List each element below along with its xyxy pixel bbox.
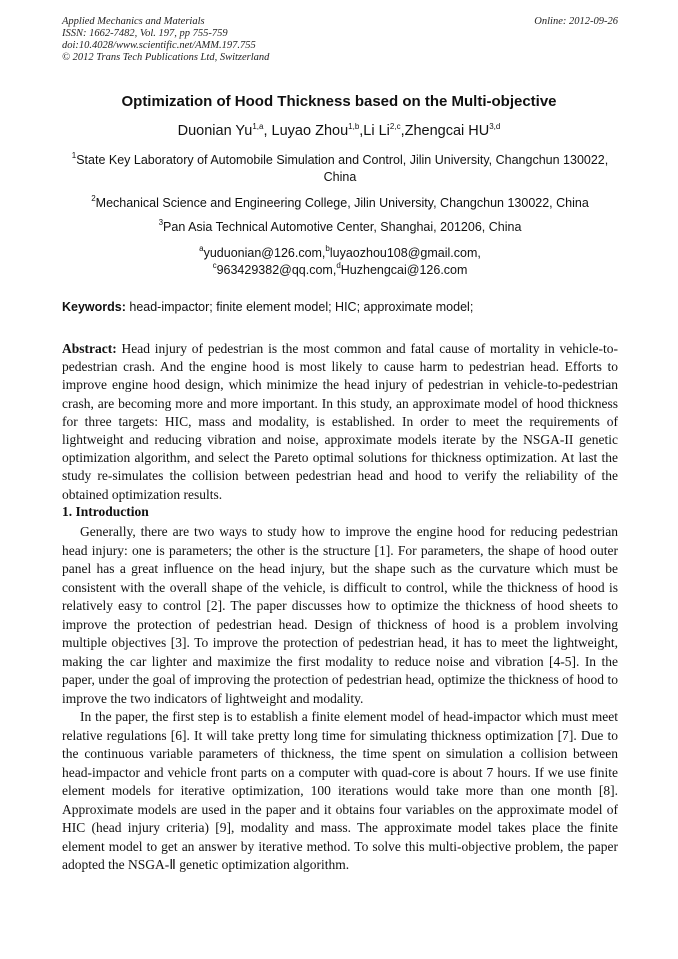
author-emails — [62, 245, 618, 279]
affiliation-text: State Key Laboratory of Automobile Simulation and Control, Jilin University, Changchun 130022, China — [76, 153, 609, 184]
affiliation-mark: 3 — [158, 218, 164, 227]
author-separator: , — [263, 123, 272, 139]
affiliation-text: Mechanical Science and Engineering College, Jilin University, Changchun 130022, China — [95, 196, 589, 210]
paper-title: Optimization of Hood Thickness based on the Multi-objective — [121, 93, 557, 110]
email-mark: c — [212, 261, 217, 270]
author-affiliation-mark: 1,a — [252, 122, 264, 131]
affiliation-mark: 2 — [91, 194, 96, 203]
author-name: Zhengcai HU — [404, 123, 490, 139]
abstract-text: Head injury of pedestrian is the most common and fatal cause of mortality in vehicle-to-pedestrian crash. And the engine hood is most likely to cause harm to pedestrian head. Efforts to improve engine hood design, which minimize the head injury of pedestrian in vehicle-to-pedestrian crash, are becoming more and more important. In this study, an approximate model of hood thickness for three targets: HIC, mass and modality, is established. In order to meet the requirements of lightweight and reducing vibration and noise, approximate models iterate by the NSGA-II genetic optimization algorithm, and select the Pareto optimal solutions for thickness optimization. At last the study re-simulates the collision between pedestrian head and hood to verify the reliability of the obtained optimization results. — [62, 341, 618, 502]
journal-name: Applied Mechanics and Materials — [62, 16, 205, 27]
copyright-line: © 2012 Trans Tech Publications Ltd, Switzerland — [62, 52, 270, 63]
email-mark: a — [199, 244, 204, 253]
doi-line: doi:10.4028/www.scientific.net/AMM.197.755 — [62, 40, 256, 51]
email-address: Huzhengcai@126.com — [340, 263, 468, 277]
email-address: luyaozhou108@gmail.com, — [329, 246, 481, 260]
email-address: yuduonian@126.com, — [203, 246, 326, 260]
affiliation-3 — [62, 219, 618, 236]
author-affiliation-mark: 2,c — [389, 122, 401, 131]
abstract — [62, 340, 618, 504]
affiliation-1 — [62, 152, 618, 186]
email-address: 963429382@qq.com, — [216, 263, 337, 277]
email-mark: b — [325, 244, 330, 253]
email-mark: d — [336, 261, 341, 270]
keywords — [62, 300, 618, 314]
email-line — [62, 262, 618, 279]
author-name: Luyao Zhou — [271, 123, 349, 139]
author-separator: , — [400, 123, 405, 139]
author-affiliation-mark: 3,d — [489, 122, 501, 131]
issn-line: ISSN: 1662-7482, Vol. 197, pp 755-759 — [62, 28, 228, 39]
abstract-label: Abstract: — [62, 341, 117, 356]
author-list — [0, 123, 678, 139]
affiliation-mark: 1 — [71, 151, 77, 160]
section-heading-introduction: 1. Introduction — [62, 504, 149, 519]
author-affiliation-mark: 1,b — [348, 122, 360, 131]
author-name: Li Li — [363, 123, 390, 139]
body-paragraph: Generally, there are two ways to study how to improve the engine hood for reducing pedestrian head injury: one is parameters; the other is the structure [1]. For parameters, the shape of hood outer panel has a great influence on the head injury, but the shape such as the curvature which must be consistent with the overall shape of the vehicle, is difficult to control, while the thickness of hood is relatively easy to control [2]. The paper discusses how to optimize the thickness of hood sheets to improve the protection of pedestrian head. Design of thickness of hood is a problem involving multiple objectives [3]. To improve the protection of pedestrian head, it has to meet the lightweight, making the car lighter and maximize the first modality to reduce noise and vibration [4-5]. In the paper, under the goal of improving the protection of pedestrian head, optimize the thickness of hood to improve the two indicators of lightweight and modality. — [62, 524, 618, 706]
author-name: Duonian Yu — [177, 123, 253, 139]
keywords-label: Keywords: — [62, 300, 126, 314]
online-date: Online: 2012-09-26 — [534, 16, 618, 27]
email-line — [62, 245, 618, 262]
body-paragraph: In the paper, the first step is to establish a finite element model of head-impactor which must meet relative regulations [6]. It will take pretty long time for simulating thickness optimization [7]. Due to the continuous variable parameters of thickness, the time spent on simulation a collision between head-impactor and vehicle front parts on a computer with quad-core is about 7 hours. If we use finite element models for iterative optimization, 100 iterations would take more than one month [8]. Approximate models are used in the paper and it obtains four variables on the approximate model of HIC (head injury criteria) [9], modality and mass. The approximate model takes place the finite element model to get an answer by iterative method. To solve this multi-objective problem, the paper adopted the NSGA-Ⅱ genetic optimization algorithm. — [62, 709, 618, 872]
affiliation-text: Pan Asia Technical Automotive Center, Shanghai, 201206, China — [163, 220, 522, 234]
journal-header — [62, 16, 618, 64]
affiliation-2 — [62, 195, 618, 212]
keywords-text: head-impactor; finite element model; HIC; approximate model; — [125, 300, 474, 314]
author-separator: , — [359, 123, 364, 139]
